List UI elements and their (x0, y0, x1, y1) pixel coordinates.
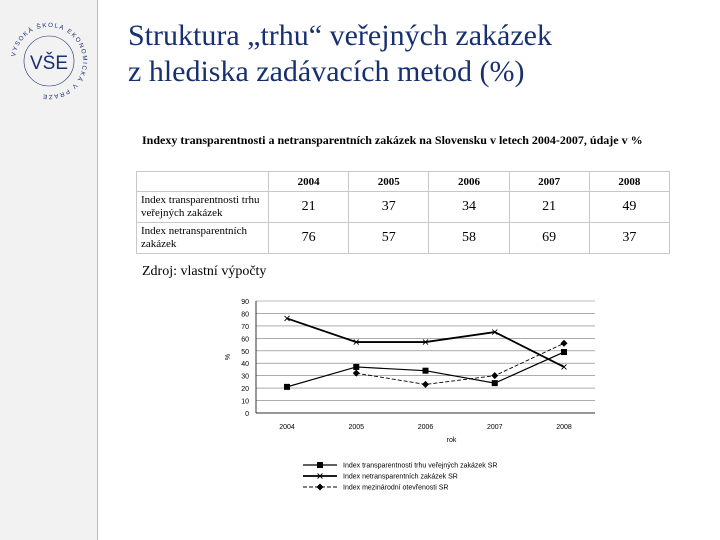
y-tick-label: 0 (245, 411, 249, 418)
row-label: Index transparentnosti trhu veřejných zakázek (137, 192, 269, 223)
x-tick-label: 2004 (279, 424, 295, 431)
index-table (136, 171, 670, 254)
year-header: 2005 (349, 172, 429, 192)
y-tick-label: 40 (241, 361, 249, 369)
row-label: Index netransparentních zakázek (137, 223, 269, 254)
legend-marker (317, 462, 323, 468)
table-cell: 57 (349, 223, 429, 254)
sidebar-panel (0, 0, 98, 540)
legend-label: Index netransparentních zakázek SR (343, 473, 458, 481)
table-caption: Indexy transparentnosti a netransparentních zakázek na Slovensku v letech 2004-2007, údaje v % (142, 133, 643, 147)
y-tick-label: 70 (241, 323, 249, 331)
data-point (353, 364, 359, 370)
y-tick-label: 30 (241, 373, 249, 381)
table-row (137, 192, 670, 223)
vse-logo-icon (6, 18, 92, 104)
year-header: 2006 (429, 172, 509, 192)
slide-title-line-1: Struktura „trhu“ veřejných zakázek (128, 19, 552, 52)
x-tick-label: 2007 (486, 424, 503, 431)
table-row (137, 223, 670, 254)
x-tick-label: 2005 (348, 424, 365, 431)
table-cell: 34 (429, 192, 509, 223)
slide-title (128, 18, 708, 90)
x-tick-label: 2008 (556, 424, 572, 431)
table-corner-cell (137, 172, 269, 192)
data-point (561, 349, 567, 355)
y-tick-label: 90 (241, 299, 249, 306)
y-tick-label: 80 (241, 311, 249, 319)
table-cell: 37 (589, 223, 669, 254)
data-point (423, 368, 429, 374)
y-tick-label: 20 (241, 386, 249, 394)
table-cell: 49 (589, 192, 669, 223)
x-tick-label: 2006 (417, 424, 434, 431)
data-point (492, 380, 498, 386)
logo-mark: VŠE (29, 53, 69, 74)
y-tick-label: 50 (241, 348, 249, 356)
table-cell: 69 (509, 223, 589, 254)
table-cell: 21 (269, 192, 349, 223)
line-chart (209, 288, 601, 526)
year-header: 2007 (509, 172, 589, 192)
slide-title-line-2: z hlediska zadávacích metod (%) (128, 55, 525, 88)
data-point (284, 384, 290, 390)
y-axis-label: % (225, 353, 232, 361)
y-tick-label: 60 (241, 336, 249, 344)
legend-label: Index mezinárodní otevřenosti SR (343, 484, 449, 492)
table-header-row (137, 172, 670, 192)
year-header: 2008 (589, 172, 669, 192)
legend-label: Index transparentnosti trhu veřejných zakázek SR (343, 462, 498, 470)
y-tick-label: 10 (241, 398, 249, 406)
table-cell: 21 (509, 192, 589, 223)
source-note: Zdroj: vlastní výpočty (142, 264, 267, 279)
table-cell: 76 (269, 223, 349, 254)
table-cell: 37 (349, 192, 429, 223)
logo-ring-text: VYSOKÁ ŠKOLA EKONOMICKÁ V PRAZE (10, 21, 89, 101)
year-header: 2004 (269, 172, 349, 192)
table-cell: 58 (429, 223, 509, 254)
x-axis-label: rok (446, 437, 457, 444)
